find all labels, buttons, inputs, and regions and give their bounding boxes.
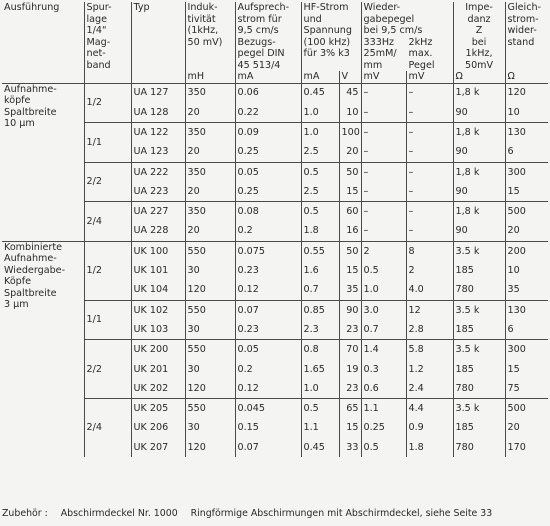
cell-wiedergabe-333hz: –: [361, 182, 406, 202]
cell-gleichstromwiderstand: 15: [507, 363, 520, 375]
cell-typ: UK 100: [131, 241, 185, 261]
col-wiedergabepegel: Wieder- gabepegel bei 9,5 cm/s 333Hz 25mM/ mm 2kHz max. Pegel: [361, 2, 453, 71]
cell-wiedergabe-333hz: –: [361, 123, 406, 143]
cell-hf-strom: 0.8: [301, 340, 339, 360]
cell-aufsprechstrom: 0.07: [235, 300, 301, 320]
cell-induktivitaet: 550: [185, 300, 235, 320]
cell-induktivitaet: 20: [185, 222, 235, 242]
cell-impedanz: 1,8 k: [453, 162, 505, 182]
cell-wiedergabe-2khz: 5.8: [406, 340, 453, 360]
cell-hf-spannung: 33: [339, 438, 361, 457]
cell-impedanz: 1,8 k: [453, 202, 505, 222]
cell-aufsprechstrom: 0.2: [235, 360, 301, 379]
cell-wiedergabe-2khz: –: [406, 182, 453, 202]
cell-impedanz: 3.5 k: [453, 399, 505, 419]
cell-aufsprechstrom: 0.15: [235, 419, 301, 438]
cell-impedanz: 185: [453, 419, 505, 438]
cell-wiedergabe-333hz: 0.5: [361, 438, 406, 457]
cell-wiedergabe-333hz: 2: [361, 241, 406, 261]
cell-hf-spannung: 65: [339, 399, 361, 419]
cell-hf-strom: 2.5: [301, 142, 339, 162]
cell-typ: UK 104: [131, 280, 185, 300]
cell-hf-spannung: 15: [339, 182, 361, 202]
cell-hf-spannung: 45: [339, 83, 361, 103]
cell-aufsprechstrom: 0.25: [235, 142, 301, 162]
cell-gleichstromwiderstand: 35: [507, 284, 520, 296]
cell-impedanz: 780: [453, 379, 505, 399]
cell-typ: UA 127: [131, 83, 185, 103]
cell-typ: UK 207: [131, 438, 185, 457]
cell-impedanz: 1,8 k: [453, 123, 505, 143]
spurlage-cell: 1/2: [84, 241, 131, 300]
cell-aufsprechstrom: 0.06: [235, 83, 301, 103]
cell-aufsprechstrom: 0.22: [235, 103, 301, 123]
cell-wiedergabe-333hz: 1.4: [361, 340, 406, 360]
table-row: [2, 300, 548, 320]
unit-wiedergabe-333: mV: [361, 71, 406, 83]
cell-hf-strom: 1.65: [301, 360, 339, 379]
cell-impedanz: 185: [453, 320, 505, 340]
cell-impedanz: 3.5 k: [453, 300, 505, 320]
spurlage-cell: 2/2: [84, 162, 131, 202]
cell-wiedergabe-333hz: 0.5: [361, 261, 406, 280]
cell-typ: UK 205: [131, 399, 185, 419]
cell-gleichstromwiderstand: 300: [505, 340, 548, 360]
cell-hf-spannung: 90: [339, 300, 361, 320]
cell-wiedergabe-333hz: –: [361, 162, 406, 182]
col-spurlage: Spur- lage 1/4" Mag- net- band: [84, 2, 131, 71]
cell-wiedergabe-333hz: 1.0: [361, 280, 406, 300]
spurlage-cell: 1/1: [84, 123, 131, 163]
cell-gleichstromwiderstand: 200: [505, 241, 548, 261]
cell-gleichstromwiderstand: 170: [507, 441, 526, 453]
cell-aufsprechstrom: 0.075: [235, 241, 301, 261]
tonkopf-table: [2, 2, 548, 457]
cell-hf-strom: 0.55: [301, 241, 339, 261]
cell-wiedergabe-333hz: 0.3: [361, 360, 406, 379]
cell-impedanz: 185: [453, 360, 505, 379]
cell-wiedergabe-2khz: –: [406, 162, 453, 182]
cell-hf-spannung: 15: [339, 419, 361, 438]
col-aufsprechstrom: Aufsprech- strom für 9,5 cm/s Bezugs- pegel DIN 45 513/4: [235, 2, 301, 71]
cell-gleichstromwiderstand: 130: [505, 300, 548, 320]
cell-gleichstromwiderstand: 130: [505, 123, 548, 143]
cell-aufsprechstrom: 0.09: [235, 123, 301, 143]
cell-wiedergabe-2khz: –: [406, 142, 453, 162]
cell-typ: UK 102: [131, 300, 185, 320]
cell-hf-strom: 0.5: [301, 399, 339, 419]
cell-gleichstromwiderstand: 6: [507, 146, 514, 158]
spurlage-cell: 1/2: [84, 83, 131, 123]
cell-induktivitaet: 550: [185, 241, 235, 261]
cell-aufsprechstrom: 0.12: [235, 379, 301, 399]
unit-gleich: Ω: [505, 71, 548, 83]
cell-induktivitaet: 20: [185, 142, 235, 162]
cell-induktivitaet: 20: [185, 103, 235, 123]
unit-wiedergabe-2k: mV: [406, 71, 453, 83]
cell-aufsprechstrom: 0.08: [235, 202, 301, 222]
cell-induktivitaet: 30: [185, 419, 235, 438]
cell-typ: UK 103: [131, 320, 185, 340]
col-induktivitaet: Induk- tivität (1kHz, 50 mV): [185, 2, 235, 71]
spurlage-cell: 2/4: [84, 399, 131, 457]
cell-hf-spannung: 20: [339, 142, 361, 162]
cell-aufsprechstrom: 0.23: [235, 320, 301, 340]
cell-wiedergabe-333hz: 0.7: [361, 320, 406, 340]
cell-wiedergabe-333hz: –: [361, 142, 406, 162]
cell-hf-strom: 1.6: [301, 261, 339, 280]
cell-wiedergabe-2khz: –: [406, 103, 453, 123]
cell-hf-strom: 0.5: [301, 162, 339, 182]
cell-wiedergabe-2khz: –: [406, 222, 453, 242]
footer-item-abschirmdeckel: Abschirmdeckel Nr. 1000: [60, 508, 178, 519]
cell-impedanz: 780: [453, 438, 505, 457]
cell-gleichstromwiderstand: 120: [505, 83, 548, 103]
cell-wiedergabe-333hz: –: [361, 222, 406, 242]
table-row: [2, 241, 548, 261]
group-label: Aufnahme- köpfe Spaltbreite 10 µm: [2, 83, 84, 241]
cell-impedanz: 90: [453, 222, 505, 242]
cell-typ: UA 222: [131, 162, 185, 182]
unit-induktivitaet: mH: [185, 71, 235, 83]
col-impedanz: Impe- danz Z bei 1kHz, 50mV: [453, 2, 505, 71]
cell-gleichstromwiderstand: 20: [507, 225, 520, 237]
cell-impedanz: 90: [453, 103, 505, 123]
cell-aufsprechstrom: 0.2: [235, 222, 301, 242]
cell-typ: UK 201: [131, 360, 185, 379]
cell-gleichstromwiderstand: 10: [507, 265, 520, 277]
cell-wiedergabe-333hz: 3.0: [361, 300, 406, 320]
cell-hf-strom: 0.5: [301, 202, 339, 222]
cell-aufsprechstrom: 0.25: [235, 182, 301, 202]
cell-hf-strom: 1.0: [301, 379, 339, 399]
cell-hf-strom: 1.8: [301, 222, 339, 242]
cell-wiedergabe-2khz: 4.0: [406, 280, 453, 300]
cell-aufsprechstrom: 0.12: [235, 280, 301, 300]
cell-induktivitaet: 120: [185, 438, 235, 457]
cell-typ: UK 101: [131, 261, 185, 280]
table-row: [2, 399, 548, 419]
cell-typ: UA 123: [131, 142, 185, 162]
unit-impedanz: Ω: [453, 71, 505, 83]
cell-impedanz: 90: [453, 142, 505, 162]
cell-typ: UA 223: [131, 182, 185, 202]
cell-induktivitaet: 550: [185, 340, 235, 360]
col-hf-strom-spannung: HF-Strom und Spannung (100 kHz) für 3% k3: [301, 2, 361, 71]
cell-wiedergabe-2khz: 1.2: [406, 360, 453, 379]
cell-induktivitaet: 350: [185, 162, 235, 182]
spurlage-cell: 2/4: [84, 202, 131, 242]
spurlage-cell: 2/2: [84, 340, 131, 399]
cell-gleichstromwiderstand: 300: [505, 162, 548, 182]
cell-wiedergabe-333hz: 0.6: [361, 379, 406, 399]
group-label: Kombinierte Aufnahme- Wiedergabe- Köpfe Spaltbreite 3 µm: [2, 241, 84, 457]
cell-hf-strom: 2.5: [301, 182, 339, 202]
cell-wiedergabe-333hz: –: [361, 202, 406, 222]
header-row: [2, 2, 548, 71]
cell-hf-spannung: 100: [339, 123, 361, 143]
cell-aufsprechstrom: 0.07: [235, 438, 301, 457]
cell-hf-spannung: 10: [339, 103, 361, 123]
cell-wiedergabe-2khz: 8: [406, 241, 453, 261]
unit-aufsprech: mA: [235, 71, 301, 83]
cell-hf-spannung: 16: [339, 222, 361, 242]
cell-hf-spannung: 70: [339, 340, 361, 360]
col-typ: Typ: [131, 2, 185, 71]
cell-wiedergabe-333hz: 0.25: [361, 419, 406, 438]
cell-typ: UA 227: [131, 202, 185, 222]
cell-induktivitaet: 120: [185, 280, 235, 300]
cell-wiedergabe-2khz: –: [406, 202, 453, 222]
cell-wiedergabe-333hz: –: [361, 103, 406, 123]
cell-wiedergabe-2khz: 12: [406, 300, 453, 320]
cell-aufsprechstrom: 0.23: [235, 261, 301, 280]
cell-gleichstromwiderstand: 500: [505, 202, 548, 222]
cell-hf-strom: 0.45: [301, 83, 339, 103]
cell-wiedergabe-2khz: 0.9: [406, 419, 453, 438]
cell-impedanz: 185: [453, 261, 505, 280]
cell-hf-strom: 1.0: [301, 103, 339, 123]
cell-hf-strom: 2.3: [301, 320, 339, 340]
cell-induktivitaet: 30: [185, 320, 235, 340]
cell-hf-spannung: 50: [339, 162, 361, 182]
cell-typ: UA 128: [131, 103, 185, 123]
cell-impedanz: 780: [453, 280, 505, 300]
cell-gleichstromwiderstand: 10: [507, 106, 520, 118]
cell-induktivitaet: 30: [185, 261, 235, 280]
cell-induktivitaet: 350: [185, 202, 235, 222]
cell-wiedergabe-2khz: 2.8: [406, 320, 453, 340]
cell-gleichstromwiderstand: 500: [505, 399, 548, 419]
cell-aufsprechstrom: 0.05: [235, 162, 301, 182]
cell-gleichstromwiderstand: 6: [507, 323, 514, 335]
cell-aufsprechstrom: 0.045: [235, 399, 301, 419]
cell-gleichstromwiderstand: 15: [507, 185, 520, 197]
cell-induktivitaet: 350: [185, 123, 235, 143]
cell-hf-spannung: 23: [339, 320, 361, 340]
cell-hf-strom: 0.7: [301, 280, 339, 300]
cell-wiedergabe-2khz: 2.4: [406, 379, 453, 399]
cell-gleichstromwiderstand: 75: [507, 382, 520, 394]
cell-wiedergabe-2khz: –: [406, 123, 453, 143]
table-row: [2, 202, 548, 222]
units-row: [2, 71, 548, 83]
footer-item-ring-abschirmung: Ringförmige Abschirmungen mit Abschirmdeckel, siehe Seite 33: [190, 508, 493, 519]
cell-hf-spannung: 60: [339, 202, 361, 222]
table-row: [2, 162, 548, 182]
col-gleichstromwiderstand: Gleich- strom- wider- stand: [507, 2, 542, 48]
cell-typ: UA 122: [131, 123, 185, 143]
cell-hf-spannung: 23: [339, 379, 361, 399]
cell-wiedergabe-2khz: 1.8: [406, 438, 453, 457]
footer-label: Zubehör :: [2, 508, 48, 519]
cell-hf-spannung: 50: [339, 241, 361, 261]
cell-impedanz: 3.5 k: [453, 340, 505, 360]
cell-aufsprechstrom: 0.05: [235, 340, 301, 360]
cell-impedanz: 1,8 k: [453, 83, 505, 103]
zubehoer-footer: [2, 508, 548, 519]
cell-wiedergabe-2khz: –: [406, 83, 453, 103]
cell-hf-strom: 0.85: [301, 300, 339, 320]
cell-impedanz: 3.5 k: [453, 241, 505, 261]
cell-hf-strom: 1.0: [301, 123, 339, 143]
cell-induktivitaet: 550: [185, 399, 235, 419]
cell-impedanz: 90: [453, 182, 505, 202]
cell-induktivitaet: 30: [185, 360, 235, 379]
cell-hf-spannung: 35: [339, 280, 361, 300]
cell-typ: UK 202: [131, 379, 185, 399]
table-row: [2, 340, 548, 360]
cell-hf-strom: 0.45: [301, 438, 339, 457]
cell-typ: UA 228: [131, 222, 185, 242]
cell-hf-strom: 1.1: [301, 419, 339, 438]
cell-typ: UK 206: [131, 419, 185, 438]
cell-hf-spannung: 19: [339, 360, 361, 379]
table-row: [2, 123, 548, 143]
cell-induktivitaet: 20: [185, 182, 235, 202]
unit-hf-spannung: V: [339, 71, 361, 83]
cell-induktivitaet: 350: [185, 83, 235, 103]
table-row: [2, 83, 548, 103]
cell-induktivitaet: 120: [185, 379, 235, 399]
spurlage-cell: 1/1: [84, 300, 131, 340]
col-ausfuehrung: Ausführung: [2, 2, 84, 71]
cell-wiedergabe-333hz: –: [361, 83, 406, 103]
cell-gleichstromwiderstand: 20: [507, 422, 520, 434]
cell-typ: UK 200: [131, 340, 185, 360]
cell-wiedergabe-2khz: 2: [406, 261, 453, 280]
cell-hf-spannung: 15: [339, 261, 361, 280]
cell-wiedergabe-333hz: 1.1: [361, 399, 406, 419]
unit-hf-strom: mA: [301, 71, 339, 83]
cell-wiedergabe-2khz: 4.4: [406, 399, 453, 419]
